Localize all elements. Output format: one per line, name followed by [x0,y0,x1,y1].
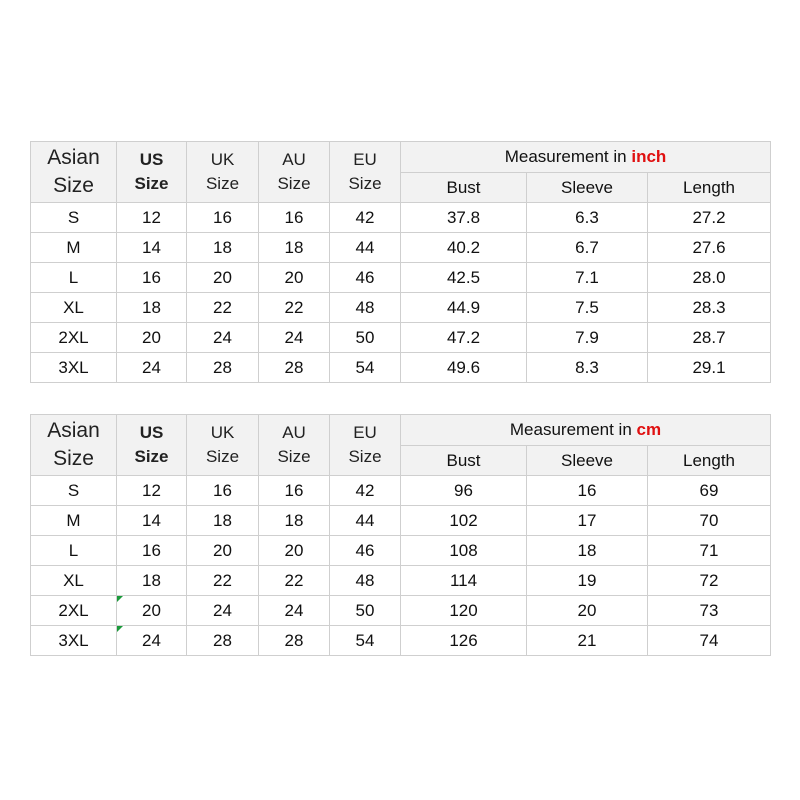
cell-eu [330,263,401,293]
header-us-line2: Size [134,447,169,466]
cell-au-value: 28 [284,630,304,650]
measurement-unit: inch [631,147,667,166]
cell-bust-value: 44.9 [446,297,481,317]
cell-us-value: 16 [142,267,161,287]
cell-au-value: 24 [284,600,304,620]
table-row [31,566,771,596]
cell-bust [401,323,527,353]
cell-bust [401,203,527,233]
cell-uk [187,536,259,566]
cell-au [259,323,330,353]
cell-au-value: 16 [284,480,304,500]
cell-uk [187,203,259,233]
cell-eu-value: 44 [355,237,375,257]
cell-sleeve-value: 6.7 [575,237,599,257]
cell-asian-value: 3XL [58,630,89,650]
cell-eu-value: 46 [355,540,375,560]
cell-bust [401,596,527,626]
cell-us [117,476,187,506]
cell-uk-value: 28 [213,357,232,377]
cell-length [648,626,771,656]
cell-sleeve-value: 6.3 [575,207,599,227]
cell-uk-value: 28 [213,630,232,650]
table-row [31,263,771,293]
cell-asian [31,293,117,323]
cell-au [259,536,330,566]
cell-us [117,596,187,626]
cell-asian [31,263,117,293]
cell-bust [401,353,527,383]
header-au-line2: Size [277,447,311,466]
cell-eu-value: 44 [355,510,375,530]
cell-sleeve [527,506,648,536]
header-length: Length [648,446,771,476]
header-asian-line2: Size [53,447,94,470]
cell-length-value: 27.6 [692,237,726,257]
cell-au [259,353,330,383]
cell-us-value: 24 [142,630,161,650]
cell-us-value: 18 [142,570,161,590]
cell-uk [187,506,259,536]
cell-au [259,263,330,293]
cell-asian-value: M [66,237,81,257]
cell-asian-value: L [68,267,79,287]
cell-uk-value: 16 [213,207,232,227]
cell-au [259,566,330,596]
cell-us-value: 20 [142,600,161,620]
header-asian-size [31,142,117,203]
cell-uk-value: 20 [213,267,232,287]
cell-length [648,476,771,506]
cell-uk [187,566,259,596]
cell-eu [330,353,401,383]
cell-length-value: 74 [699,630,719,650]
header-asian-line1: Asian [47,419,100,442]
cell-eu-value: 54 [355,357,375,377]
cell-au-value: 22 [284,570,304,590]
table-row [31,596,771,626]
header-asian-size [31,415,117,476]
cell-us-value: 12 [142,480,161,500]
header-uk-line1: UK [210,423,235,442]
cell-sleeve [527,596,648,626]
cell-bust [401,536,527,566]
cell-us-value: 14 [142,237,161,257]
cell-uk [187,596,259,626]
cell-us-value: 18 [142,297,161,317]
cell-sleeve [527,233,648,263]
cell-sleeve [527,263,648,293]
cell-asian [31,476,117,506]
cell-marker-icon [117,596,123,602]
cell-eu-value: 42 [355,207,375,227]
cell-us [117,203,187,233]
cell-asian [31,506,117,536]
cell-length-value: 29.1 [692,357,726,377]
table-row [31,626,771,656]
cell-eu-value: 50 [355,600,375,620]
cell-au-value: 24 [284,327,304,347]
cell-uk-value: 22 [213,297,232,317]
cell-au-value: 22 [284,297,304,317]
cell-eu [330,476,401,506]
cell-us [117,626,187,656]
cell-eu-value: 48 [355,297,375,317]
cell-length [648,293,771,323]
cell-sleeve-value: 8.3 [575,357,599,377]
cell-asian [31,626,117,656]
cell-eu-value: 54 [355,630,375,650]
cell-eu [330,596,401,626]
cell-asian [31,536,117,566]
cell-length-value: 72 [699,570,719,590]
cell-asian-value: M [66,510,81,530]
cell-us [117,536,187,566]
cell-asian-value: L [68,540,79,560]
cell-length [648,536,771,566]
cell-asian-value: 2XL [58,600,89,620]
header-asian-line2: Size [53,174,94,197]
cell-sleeve [527,566,648,596]
cell-uk [187,353,259,383]
cell-uk [187,476,259,506]
cell-asian [31,353,117,383]
cell-us-value: 20 [142,327,161,347]
table-body [31,476,771,656]
cell-length [648,263,771,293]
cell-sleeve-value: 16 [577,480,597,500]
cell-bust [401,476,527,506]
measurement-prefix: Measurement in [504,147,627,166]
cell-sleeve [527,476,648,506]
cell-uk [187,293,259,323]
cell-asian-value: XL [63,570,84,590]
header-sleeve: Sleeve [527,173,648,203]
cell-us [117,293,187,323]
cell-au [259,626,330,656]
table-row [31,233,771,263]
cell-eu-value: 46 [355,267,375,287]
cell-length [648,506,771,536]
cell-sleeve [527,203,648,233]
cell-sleeve-value: 19 [577,570,597,590]
table-row [31,506,771,536]
cell-length-value: 28.7 [692,327,726,347]
header-uk-size [187,142,259,203]
cell-bust [401,233,527,263]
header-asian-line1: Asian [47,146,100,169]
cell-us [117,566,187,596]
header-uk-line2: Size [205,174,240,193]
header-uk-line1: UK [210,150,235,169]
cell-length [648,323,771,353]
size-table-inch [30,141,771,383]
cell-length-value: 71 [699,540,719,560]
cell-sleeve [527,353,648,383]
cell-uk-value: 16 [213,480,232,500]
size-table-cm [30,414,771,656]
cell-us [117,263,187,293]
header-uk-size [187,415,259,476]
header-eu-size [330,142,401,203]
cell-uk-value: 24 [213,327,232,347]
cell-au [259,596,330,626]
cell-sleeve-value: 21 [577,630,597,650]
cell-bust [401,293,527,323]
cell-bust-value: 120 [449,600,478,620]
cell-uk-value: 24 [213,600,232,620]
cell-au-value: 28 [284,357,304,377]
header-us-line1: US [139,150,164,169]
cell-bust [401,626,527,656]
cell-length [648,566,771,596]
cell-sleeve [527,626,648,656]
cell-bust-value: 40.2 [446,237,481,257]
cell-au [259,293,330,323]
cell-au-value: 18 [284,237,304,257]
cell-asian-value: 2XL [58,327,89,347]
header-sleeve: Sleeve [527,446,648,476]
cell-length-value: 70 [699,510,719,530]
cell-us-value: 12 [142,207,161,227]
cell-bust-value: 37.8 [446,207,481,227]
measurement-unit: cm [636,420,662,439]
header-us-line2: Size [134,174,169,193]
cell-asian [31,566,117,596]
cell-uk [187,233,259,263]
table-body [31,203,771,383]
cell-sleeve-value: 7.5 [575,297,599,317]
cell-bust-value: 47.2 [446,327,481,347]
header-eu-line1: EU [353,150,377,169]
cell-eu [330,536,401,566]
cell-sleeve [527,293,648,323]
cell-au [259,506,330,536]
header-au-line1: AU [282,150,306,169]
cell-asian [31,233,117,263]
header-us-line1: US [139,423,164,442]
cell-bust-value: 42.5 [446,267,481,287]
cell-sleeve-value: 17 [577,510,597,530]
table-row [31,353,771,383]
cell-us-value: 24 [142,357,161,377]
cell-length-value: 28.3 [692,297,726,317]
cell-bust-value: 49.6 [446,357,481,377]
cell-eu-value: 48 [355,570,375,590]
header-bust: Bust [401,173,527,203]
cell-au [259,476,330,506]
header-bust: Bust [401,446,527,476]
cell-sleeve [527,536,648,566]
cell-eu-value: 42 [355,480,375,500]
cell-marker-icon [117,626,123,632]
cell-eu [330,233,401,263]
cell-bust-value: 108 [449,540,478,560]
cell-eu [330,626,401,656]
header-eu-line2: Size [348,174,382,193]
cell-sleeve [527,323,648,353]
header-au-line1: AU [282,423,306,442]
cell-bust-value: 96 [454,480,473,500]
cell-au-value: 20 [284,267,304,287]
cell-length-value: 73 [699,600,719,620]
cell-uk [187,323,259,353]
table-row [31,293,771,323]
cell-asian-value: S [67,207,80,227]
cell-us [117,233,187,263]
header-au-size [259,415,330,476]
header-eu-line1: EU [353,423,377,442]
cell-length-value: 27.2 [692,207,726,227]
table-row [31,203,771,233]
cell-us [117,353,187,383]
cell-us [117,323,187,353]
table-row [31,536,771,566]
cell-length [648,203,771,233]
cell-length [648,233,771,263]
cell-bust [401,566,527,596]
cell-length-value: 28.0 [692,267,726,287]
cell-au-value: 16 [284,207,304,227]
cell-uk-value: 22 [213,570,232,590]
cell-asian-value: XL [63,297,84,317]
cell-eu-value: 50 [355,327,375,347]
cell-uk [187,263,259,293]
cell-asian [31,203,117,233]
cell-us-value: 16 [142,540,161,560]
cell-uk-value: 20 [213,540,232,560]
cell-bust [401,263,527,293]
cell-asian-value: S [67,480,80,500]
header-uk-line2: Size [205,447,240,466]
cell-length [648,596,771,626]
cell-au-value: 20 [284,540,304,560]
header-us-size [117,415,187,476]
cell-asian-value: 3XL [58,357,89,377]
cell-bust-value: 126 [449,630,478,650]
cell-bust-value: 114 [449,570,478,590]
cell-bust-value: 102 [449,510,478,530]
cell-sleeve-value: 7.1 [575,267,599,287]
cell-eu [330,323,401,353]
header-us-size [117,142,187,203]
cell-au [259,203,330,233]
header-eu-line2: Size [348,447,382,466]
cell-au-value: 18 [284,510,304,530]
cell-eu [330,293,401,323]
cell-sleeve-value: 20 [577,600,597,620]
cell-asian [31,596,117,626]
cell-sleeve-value: 7.9 [575,327,599,347]
header-eu-size [330,415,401,476]
cell-uk-value: 18 [213,510,232,530]
cell-sleeve-value: 18 [577,540,597,560]
header-au-line2: Size [277,174,311,193]
header-length: Length [648,173,771,203]
measurement-header [401,415,771,446]
cell-asian [31,323,117,353]
cell-length-value: 69 [699,480,719,500]
table-row [31,323,771,353]
measurement-prefix: Measurement in [509,420,632,439]
cell-eu [330,506,401,536]
cell-eu [330,203,401,233]
cell-us-value: 14 [142,510,161,530]
cell-length [648,353,771,383]
cell-uk-value: 18 [213,237,232,257]
cell-us [117,506,187,536]
table-row [31,476,771,506]
cell-bust [401,506,527,536]
cell-au [259,233,330,263]
measurement-header [401,142,771,173]
cell-eu [330,566,401,596]
cell-uk [187,626,259,656]
header-au-size [259,142,330,203]
